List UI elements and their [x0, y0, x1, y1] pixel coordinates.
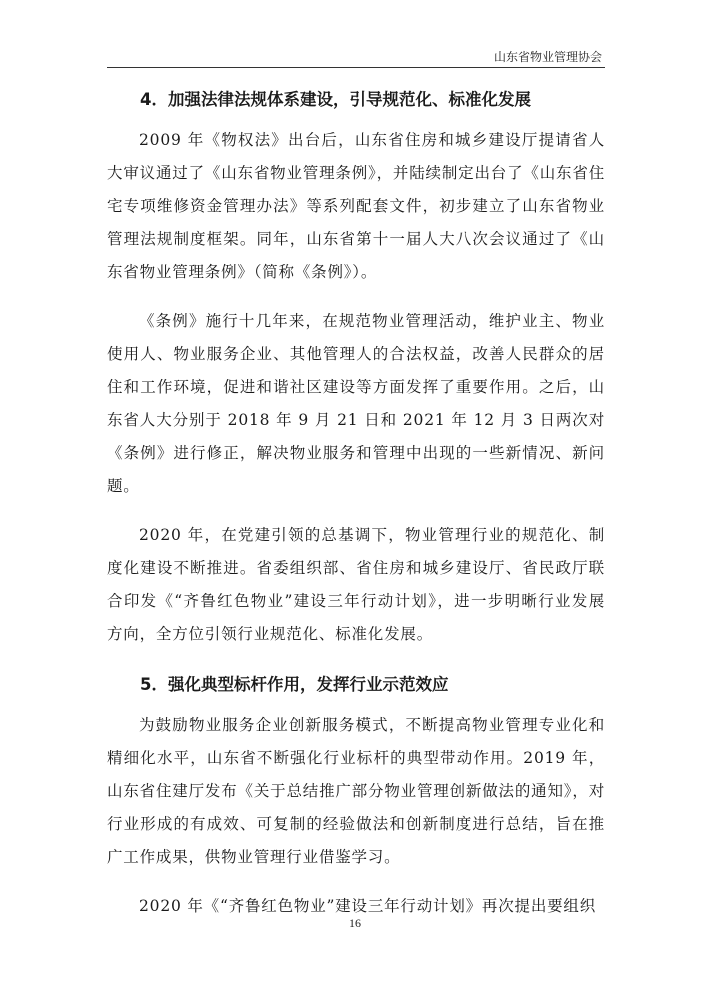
- section-5-paragraph-2: 2020 年《“齐鲁红色物业”建设三年行动计划》再次提出要组织: [139, 897, 597, 915]
- section-4-paragraph-3: 2020 年，在党建引领的总基调下，物业管理行业的规范化、制度化建设不断推进。省委组织部、省住房和城乡建设厅、省民政厅联合印发《“齐鲁红色物业”建设三年行动计划》，进一步明晰行业发展方向，全方位引领行业规范化、标准化发展。: [107, 526, 605, 643]
- page-body: [107, 82, 605, 939]
- section-5-heading: 5．强化典型标杆作用，发挥行业示范效应: [140, 675, 449, 694]
- section-5-paragraph-1: 为鼓励物业服务企业创新服务模式，不断提高物业管理专业化和精细化水平，山东省不断强化行业标杆的典型带动作用。2019 年，山东省住建厅发布《关于总结推广部分物业管理创新做法的通知》，对行业形成的有成效、可复制的经验做法和创新制度进行总结，旨在推广工作成果，供物业管理行业借鉴学习。: [107, 716, 605, 866]
- header-org-name: 山东省物业管理协会: [493, 50, 602, 64]
- section-4-heading: 4．加强法律法规体系建设，引导规范化、标准化发展: [140, 90, 531, 109]
- section-4-paragraph-1: 2009 年《物权法》出台后，山东省住房和城乡建设厅提请省人大审议通过了《山东省物业管理条例》，并陆续制定出台了《山东省住宅专项维修资金管理办法》等系列配套文件，初步建立了山东省物业管理法规制度框架。同年，山东省第十一届人大八次会议通过了《山东省物业管理条例》（简称《条例》）。: [107, 131, 605, 281]
- page-number: 16: [349, 916, 361, 930]
- section-4-paragraph-2: 《条例》施行十几年来，在规范物业管理活动，维护业主、物业使用人、物业服务企业、其他管理人的合法权益，改善人民群众的居住和工作环境，促进和谐社区建设等方面发挥了重要作用。之后，山东省人大分别于 2018 年 9 月 21 日和 2021 年 12 月 3 日两次对《条例》进行修正，解决物业服务和管理中出现的一些新情况、新问题。: [107, 312, 605, 495]
- header-divider: [107, 67, 605, 68]
